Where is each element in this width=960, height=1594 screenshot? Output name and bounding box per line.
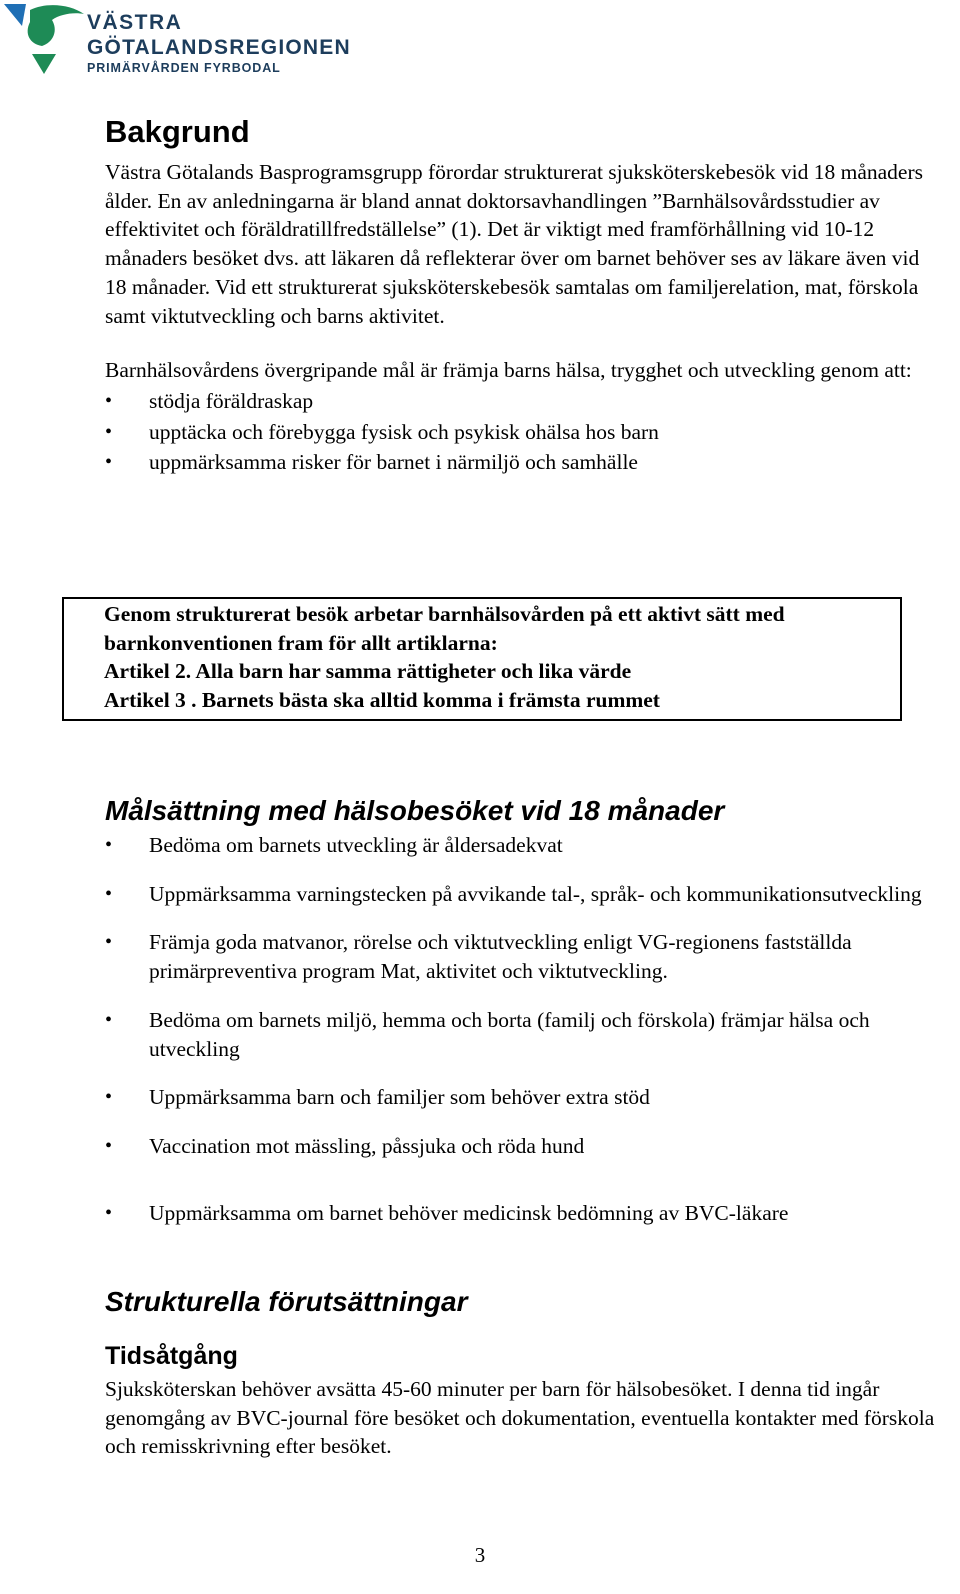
bakgrund-paragraph-2: Barnhälsovårdens övergripande mål är främja barns hälsa, trygghet och utveckling genom att: — [105, 358, 912, 383]
list-item: • upptäcka och förebygga fysisk och psykisk ohälsa hos barn — [105, 418, 945, 447]
strukturella-section — [105, 1283, 945, 1461]
list-item: • Uppmärksamma varningstecken på avvikande tal-, språk- och kommunikationsutveckling — [105, 880, 945, 909]
box-line-1: Genom strukturerat besök arbetar barnhälsovården på ett aktivt sätt med barnkonventionen fram för allt artiklarna: — [104, 602, 785, 655]
malsattning-section — [105, 792, 945, 1227]
heading-bakgrund: Bakgrund — [105, 114, 250, 149]
heading-malsattning: Målsättning med hälsobesöket vid 18 månader — [105, 795, 725, 826]
vgr-logo — [0, 0, 360, 80]
list-item: • Bedöma om barnets miljö, hemma och borta (familj och förskola) främjar hälsa och utveckling — [105, 1006, 945, 1063]
list-item: • Vaccination mot mässling, påssjuka och röda hund — [105, 1132, 945, 1161]
heading-tidsatgang: Tidsåtgång — [105, 1342, 238, 1370]
list-item: • Främja goda matvanor, rörelse och viktutveckling enligt VG-regionens fastställda primärpreventiva program Mat, aktivitet och viktutveckling. — [105, 928, 945, 985]
list-item: • uppmärksamma risker för barnet i närmiljö och samhälle — [105, 448, 945, 477]
logo-text-line1: VÄSTRA — [87, 11, 183, 34]
list-item: • Bedöma om barnets utveckling är åldersadekvat — [105, 831, 945, 860]
vgr-logo-icon — [0, 0, 90, 80]
list-item: • stödja föräldraskap — [105, 387, 945, 416]
bakgrund-paragraph-1: Västra Götalands Basprogramsgrupp förordar strukturerat sjuksköterskebesök vid 18 månaders ålder. En av anledningarna är bland annat doktorsavhandlingen ”Barnhälsovårdsstudier av effektivitet och föräldratillfredställelse” (1). Det är viktigt med framförhållning vid 10-12 månaders besöket dvs. att läkaren då reflekterar över om barnet behöver ses av läkare även vid 18 månader. Vid ett strukturerat sjuksköterskebesök samtalas om familjerelation, mat, förskola samt viktutveckling och barns aktivitet. — [105, 160, 923, 328]
list-item: • Uppmärksamma barn och familjer som behöver extra stöd — [105, 1083, 945, 1112]
list-item: • Uppmärksamma om barnet behöver medicinsk bedömning av BVC-läkare — [105, 1199, 945, 1228]
logo-text-line2: GÖTALANDSREGIONEN — [87, 36, 351, 59]
box-line-2: Artikel 2. Alla barn har samma rättigheter och lika värde — [104, 659, 632, 684]
tidsatgang-paragraph: Sjuksköterskan behöver avsätta 45-60 minuter per barn för hälsobesöket. I denna tid ingår genomgång av BVC-journal före besöket och dokumentation, eventuella kontakter med förskola och remisskrivning efter besöket. — [105, 1377, 935, 1459]
bakgrund-list — [105, 387, 945, 477]
page-number: 3 — [474, 1543, 486, 1567]
box-line-3: Artikel 3 . Barnets bästa ska alltid komma i främsta rummet — [104, 687, 660, 712]
heading-strukturella: Strukturella förutsättningar — [105, 1286, 468, 1317]
barnkonventionen-box — [62, 597, 902, 721]
logo-text-line3: PRIMÄRVÅRDEN FYRBODAL — [87, 61, 281, 75]
malsattning-list — [105, 831, 945, 1227]
document-body — [105, 112, 945, 477]
